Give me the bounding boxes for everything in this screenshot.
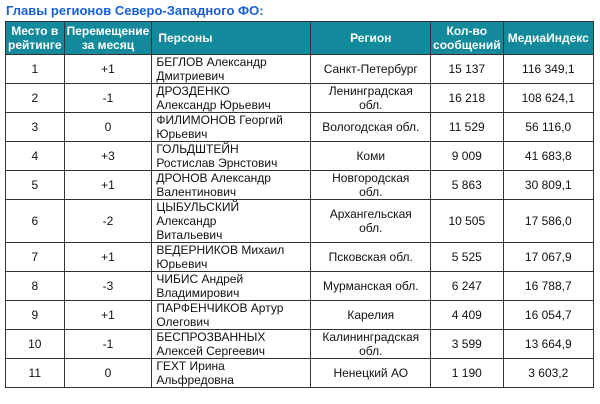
region-cell bbox=[311, 272, 431, 301]
region-cell-line: обл. bbox=[359, 221, 383, 235]
region-cell-line: Калининградская bbox=[322, 330, 420, 344]
person-cell bbox=[152, 84, 311, 113]
region-cell bbox=[311, 359, 431, 388]
region-cell-line: Мурманская обл. bbox=[322, 279, 419, 293]
rank-cell: 8 bbox=[6, 272, 65, 301]
region-cell-line: обл. bbox=[359, 185, 383, 199]
header-change-line: за месяц bbox=[81, 38, 135, 52]
person-cell-line: ДРОЗДЕНКО bbox=[156, 84, 230, 98]
page-title: Главы регионов Северо-Западного ФО: bbox=[6, 3, 264, 18]
person-cell-line: Олегович bbox=[156, 315, 210, 329]
region-cell-line: Ленинградская bbox=[328, 84, 413, 98]
header-rank-line: рейтинге bbox=[8, 38, 62, 52]
region-cell bbox=[311, 200, 431, 243]
messages-cell: 10 505 bbox=[431, 200, 504, 243]
table-row bbox=[6, 243, 594, 272]
person-cell-line: Александр bbox=[156, 214, 217, 228]
index-cell: 16 788,7 bbox=[503, 272, 593, 301]
messages-cell: 9 009 bbox=[431, 142, 504, 171]
messages-cell: 11 529 bbox=[431, 113, 504, 142]
index-cell: 13 664,9 bbox=[503, 330, 593, 359]
index-cell: 17 067,9 bbox=[503, 243, 593, 272]
messages-cell: 16 218 bbox=[431, 84, 504, 113]
person-cell bbox=[152, 272, 311, 301]
table-row bbox=[6, 113, 594, 142]
messages-cell: 1 190 bbox=[431, 359, 504, 388]
header-region: Регион bbox=[311, 22, 431, 55]
messages-cell: 15 137 bbox=[431, 55, 504, 84]
region-cell-line: Карелия bbox=[347, 308, 395, 322]
header-messages bbox=[431, 22, 504, 55]
table-header-row bbox=[6, 22, 594, 55]
person-cell-line: ГЕХТ Ирина bbox=[156, 359, 225, 373]
table-body bbox=[6, 55, 594, 388]
region-cell-line: Ненецкий АО bbox=[333, 366, 409, 380]
rank-cell: 5 bbox=[6, 171, 65, 200]
region-cell bbox=[311, 243, 431, 272]
table-row bbox=[6, 84, 594, 113]
person-cell-line: Александр Юрьевич bbox=[156, 98, 271, 112]
index-cell: 108 624,1 bbox=[503, 84, 593, 113]
person-cell-line: Валентинович bbox=[156, 185, 237, 199]
change-cell: -3 bbox=[64, 272, 152, 301]
change-cell: +1 bbox=[64, 171, 152, 200]
rank-cell: 6 bbox=[6, 200, 65, 243]
region-cell-line: Вологодская обл. bbox=[322, 120, 420, 134]
region-cell bbox=[311, 55, 431, 84]
person-cell-line: ВЕДЕРНИКОВ Михаил bbox=[156, 243, 285, 257]
rank-cell: 3 bbox=[6, 113, 65, 142]
region-cell-line: Архангельская bbox=[329, 207, 412, 221]
rank-cell: 1 bbox=[6, 55, 65, 84]
change-cell: +1 bbox=[64, 301, 152, 330]
rank-cell: 9 bbox=[6, 301, 65, 330]
change-cell: -2 bbox=[64, 200, 152, 243]
rank-cell: 10 bbox=[6, 330, 65, 359]
region-cell bbox=[311, 171, 431, 200]
index-cell: 17 586,0 bbox=[503, 200, 593, 243]
person-cell-line: ЧИБИС Андрей bbox=[156, 272, 244, 286]
index-cell: 41 683,8 bbox=[503, 142, 593, 171]
index-cell: 3 603,2 bbox=[503, 359, 593, 388]
region-cell bbox=[311, 330, 431, 359]
change-cell: 0 bbox=[64, 113, 152, 142]
header-rank bbox=[6, 22, 65, 55]
person-cell-line: Витальевич bbox=[156, 228, 223, 242]
person-cell-line: Юрьевич bbox=[156, 257, 208, 271]
index-cell: 116 349,1 bbox=[503, 55, 593, 84]
change-cell: +3 bbox=[64, 142, 152, 171]
region-cell-line: обл. bbox=[359, 98, 383, 112]
rank-cell: 4 bbox=[6, 142, 65, 171]
header-index: МедиаИндекс bbox=[503, 22, 593, 55]
person-cell bbox=[152, 171, 311, 200]
person-cell-line: ФИЛИМОНОВ Георгий bbox=[156, 113, 283, 127]
index-cell: 56 116,0 bbox=[503, 113, 593, 142]
person-cell-line: Дмитриевич bbox=[156, 69, 225, 83]
table-row bbox=[6, 200, 594, 243]
table-row bbox=[6, 272, 594, 301]
person-cell-line: ДРОНОВ Александр bbox=[156, 171, 271, 185]
change-cell: +1 bbox=[64, 243, 152, 272]
messages-cell: 5 863 bbox=[431, 171, 504, 200]
region-cell bbox=[311, 142, 431, 171]
person-cell bbox=[152, 301, 311, 330]
rank-cell: 7 bbox=[6, 243, 65, 272]
header-change bbox=[64, 22, 152, 55]
person-cell-line: Владимирович bbox=[156, 286, 240, 300]
table-row bbox=[6, 301, 594, 330]
table-row bbox=[6, 330, 594, 359]
person-cell-line: ЦЫБУЛЬСКИЙ bbox=[156, 200, 240, 214]
change-cell: 0 bbox=[64, 359, 152, 388]
rank-cell: 2 bbox=[6, 84, 65, 113]
region-cell-line: обл. bbox=[359, 344, 383, 358]
header-change-line: Перемещение bbox=[66, 24, 150, 38]
messages-cell: 5 525 bbox=[431, 243, 504, 272]
region-cell-line: Санкт-Петербург bbox=[323, 62, 418, 76]
person-cell bbox=[152, 200, 311, 243]
header-messages-line: сообщений bbox=[433, 38, 501, 52]
person-cell-line: Алексей Сергеевич bbox=[156, 344, 265, 358]
table-row bbox=[6, 171, 594, 200]
person-cell-line: ПАРФЕНЧИКОВ Артур bbox=[156, 301, 284, 315]
person-cell bbox=[152, 55, 311, 84]
region-cell-line: Псковская обл. bbox=[328, 250, 413, 264]
person-cell-line: Альфредовна bbox=[156, 373, 234, 387]
change-cell: -1 bbox=[64, 330, 152, 359]
person-cell-line: Ростислав Эрнстович bbox=[156, 156, 278, 170]
messages-cell: 4 409 bbox=[431, 301, 504, 330]
person-cell-line: Юрьевич bbox=[156, 127, 208, 141]
table-row bbox=[6, 359, 594, 388]
change-cell: -1 bbox=[64, 84, 152, 113]
region-cell-line: Новгородская bbox=[332, 171, 410, 185]
messages-cell: 6 247 bbox=[431, 272, 504, 301]
header-rank-line: Место в bbox=[11, 24, 59, 38]
person-cell bbox=[152, 359, 311, 388]
person-cell-line: БЕСПРОЗВАННЫХ bbox=[156, 330, 266, 344]
region-cell-line: Коми bbox=[356, 149, 386, 163]
table-row bbox=[6, 142, 594, 171]
region-cell bbox=[311, 301, 431, 330]
person-cell bbox=[152, 142, 311, 171]
region-cell bbox=[311, 113, 431, 142]
header-person: Персоны bbox=[152, 22, 311, 55]
region-cell bbox=[311, 84, 431, 113]
person-cell bbox=[152, 330, 311, 359]
person-cell-line: БЕГЛОВ Александр bbox=[156, 55, 267, 69]
person-cell bbox=[152, 243, 311, 272]
index-cell: 16 054,7 bbox=[503, 301, 593, 330]
change-cell: +1 bbox=[64, 55, 152, 84]
header-messages-line: Кол-во bbox=[446, 24, 488, 38]
person-cell bbox=[152, 113, 311, 142]
person-cell-line: ГОЛЬДШТЕЙН bbox=[156, 142, 239, 156]
rank-cell: 11 bbox=[6, 359, 65, 388]
index-cell: 30 809,1 bbox=[503, 171, 593, 200]
messages-cell: 3 599 bbox=[431, 330, 504, 359]
ranking-table bbox=[5, 21, 594, 388]
table-row bbox=[6, 55, 594, 84]
